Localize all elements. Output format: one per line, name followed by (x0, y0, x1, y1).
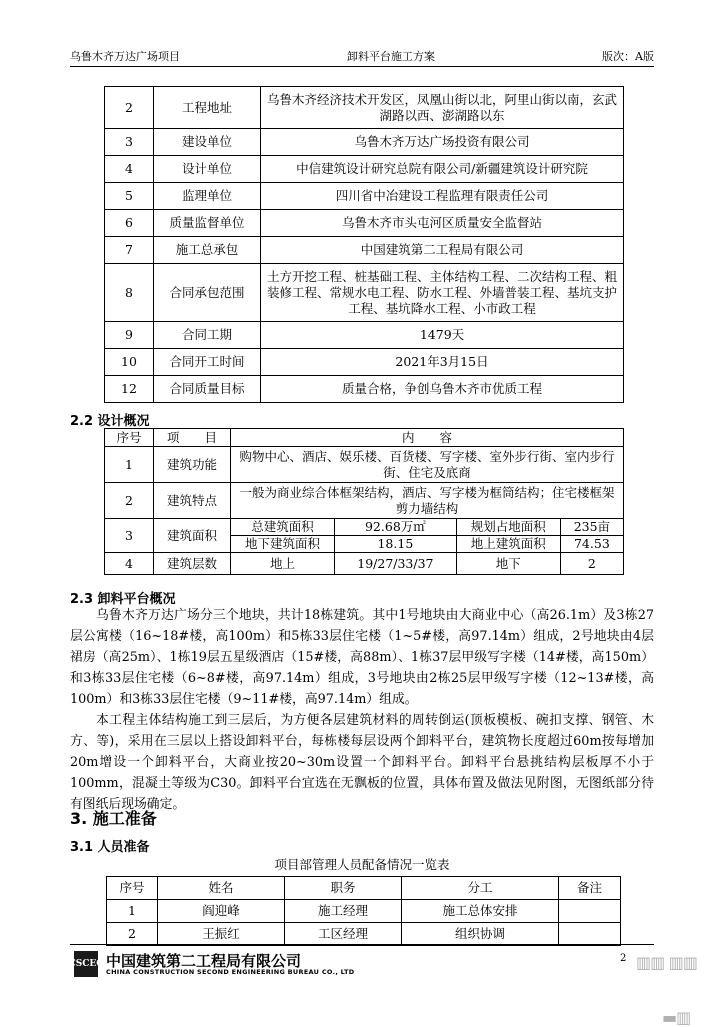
cell-value: 质量合格，争创乌鲁木齐市优质工程 (261, 376, 624, 403)
cell-key: 建筑面积 (154, 519, 231, 553)
design-table (104, 428, 624, 575)
cell-note (559, 900, 621, 923)
table-row (105, 129, 624, 156)
table-row (107, 923, 621, 946)
cell-value: 地下建筑面积 (231, 536, 335, 553)
cell-no: 2 (105, 87, 154, 129)
cell-no: 1 (105, 447, 154, 483)
table-row (105, 210, 624, 237)
cell-value: 235亩 (560, 519, 623, 536)
cell-value: 1479天 (261, 322, 624, 349)
header-rule (70, 66, 654, 67)
cell-key: 工程地址 (154, 87, 261, 129)
cell-value: 中信建筑设计研究总院有限公司/新疆建筑设计研究院 (261, 156, 624, 183)
paragraph-platform: 本工程主体结构施工到三层后，为方便各层建筑材料的周转倒运(顶板模板、碗扣支撑、钢管、木方、等)，采用在三层以上搭设卸料平台，每栋楼每层设两个卸料平台，建筑物长度超过60m按每增加20m增设一个卸料平台，大商业按20~30m设置一个卸料平台。卸料平台悬挑结构层板厚不小于100mm，混凝土等级为C30。卸料平台宜选在无飘板的位置，具体布置及做法见附图，无图纸部分待有图纸后现场确定。 (70, 713, 654, 812)
header-cell: 序号 (105, 429, 154, 447)
cell-no: 9 (105, 322, 154, 349)
cell-title: 工区经理 (285, 923, 402, 946)
footer-rule (70, 944, 654, 945)
table-row (105, 156, 624, 183)
cell-no: 5 (105, 183, 154, 210)
cell-key: 建筑层数 (154, 553, 231, 575)
staff-table (106, 876, 621, 946)
table-row (105, 376, 624, 403)
cell-no: 7 (105, 237, 154, 264)
cell-value: 19/27/33/37 (335, 553, 457, 575)
cell-key: 合同质量目标 (154, 376, 261, 403)
cell-no: 8 (105, 264, 154, 322)
company-logo-icon: CSCEC (74, 951, 98, 977)
cell-value: 乌鲁木齐市头屯河区质量安全监督站 (261, 210, 624, 237)
cell-value: 乌鲁木齐万达广场投资有限公司 (261, 129, 624, 156)
footer-company-en: CHINA CONSTRUCTION SECOND ENGINEERING BUREAU CO., LTD (106, 968, 355, 976)
table-row (105, 87, 624, 129)
table-row (107, 877, 621, 900)
cell-key: 监理单位 (154, 183, 261, 210)
cell-value: 2021年3月15日 (261, 349, 624, 376)
cell-value: 规划占地面积 (456, 519, 560, 536)
table-row (105, 237, 624, 264)
cell-duty: 组织协调 (402, 923, 559, 946)
cell-value: 购物中心、酒店、娱乐楼、百货楼、写字楼、室外步行街、室内步行街、住宅及底商 (231, 447, 624, 483)
paragraph-blocks: 乌鲁木齐万达广场分三个地块，共计18栋建筑。其中1号地块由大商业中心（高26.1m）及3栋27层公寓楼（16~18#楼，高100m）和5栋33层住宅楼（1~5#楼，高97.14m）组成，2号地块由4层裙房（高25m）、1栋19层五星级酒店（15#楼，高88m）、1栋37层甲级写字楼（14#楼，高150m）和3栋33层住宅楼（6~8#楼，高97.14m）组成，3号地块由2栋25层甲级写字楼（12~13#楼，高100m）和3栋33层住宅楼（9~11#楼，高97.14m）组成。 (70, 608, 654, 707)
table-row (105, 553, 624, 575)
cell-no: 2 (105, 483, 154, 519)
cell-value: 74.53 (560, 536, 623, 553)
cell-key: 设计单位 (154, 156, 261, 183)
header-cell: 分工 (402, 877, 559, 900)
cell-no: 6 (105, 210, 154, 237)
cell-key: 合同开工时间 (154, 349, 261, 376)
cell-value: 18.15 (335, 536, 457, 553)
section-2-2-heading: 2.2 设计概况 (70, 414, 150, 429)
table-row (105, 349, 624, 376)
header-cell: 内 容 (231, 429, 624, 447)
cell-no: 4 (105, 553, 154, 575)
header-cell: 序号 (107, 877, 158, 900)
cell-key: 施工总承包 (154, 237, 261, 264)
table-row (105, 183, 624, 210)
cell-key: 建筑特点 (154, 483, 231, 519)
cell-value: 乌鲁木齐经济技术开发区，凤凰山街以北，阿里山街以南，玄武湖路以西、澎湖路以东 (261, 87, 624, 129)
header-cell: 职务 (285, 877, 402, 900)
page-header (70, 48, 654, 64)
cell-value: 地上 (231, 553, 335, 575)
cell-name: 王振红 (158, 923, 285, 946)
cell-key: 合同工期 (154, 322, 261, 349)
cell-key: 合同承包范围 (154, 264, 261, 322)
cell-duty: 施工总体安排 (402, 900, 559, 923)
cell-value: 92.68万㎡ (335, 519, 457, 536)
table-row (105, 322, 624, 349)
cell-value: 地下 (456, 553, 560, 575)
cell-value: 中国建筑第二工程局有限公司 (261, 237, 624, 264)
table-row (105, 519, 624, 536)
cell-no: 2 (107, 923, 158, 946)
cell-value: 总建筑面积 (231, 519, 335, 536)
header-cell: 备注 (559, 877, 621, 900)
cell-value: 2 (560, 553, 623, 575)
table-row (105, 483, 624, 519)
cell-value: 土方开挖工程、桩基础工程、主体结构工程、二次结构工程、粗装修工程、常规水电工程、防水工程、外墙普装工程、基坑支护工程、基坑降水工程、小市政工程 (261, 264, 624, 322)
cell-key: 质量监督单位 (154, 210, 261, 237)
cell-no: 3 (105, 129, 154, 156)
project-info-table (104, 86, 624, 403)
cell-no: 1 (107, 900, 158, 923)
decorative-pattern-icon: ▥▥ ▥▥ (636, 953, 698, 972)
section-2-3-heading: 2.3 卸料平台概况 (70, 592, 176, 607)
section-3-heading: 3. 施工准备 (70, 809, 157, 828)
header-project: 乌鲁木齐万达广场项目 (70, 50, 180, 63)
header-cell: 项 目 (154, 429, 231, 447)
table-row (107, 900, 621, 923)
decorative-pattern-icon: ▬▥ (662, 1008, 691, 1027)
page-number: 2 (620, 953, 627, 964)
cell-key: 建设单位 (154, 129, 261, 156)
section-3-1-heading: 3.1 人员准备 (70, 840, 150, 855)
header-doc-title: 卸料平台施工方案 (347, 50, 436, 63)
cell-value: 地上建筑面积 (456, 536, 560, 553)
header-cell: 姓名 (158, 877, 285, 900)
cell-no: 10 (105, 349, 154, 376)
table-row (105, 429, 624, 447)
cell-no: 3 (105, 519, 154, 553)
cell-note (559, 923, 621, 946)
cell-name: 阎迎峰 (158, 900, 285, 923)
table-row (105, 447, 624, 483)
header-version: 版次：A版 (602, 50, 654, 63)
cell-no: 12 (105, 376, 154, 403)
cell-key: 建筑功能 (154, 447, 231, 483)
cell-no: 4 (105, 156, 154, 183)
table-row (105, 264, 624, 322)
cell-value: 四川省中冶建设工程监理有限责任公司 (261, 183, 624, 210)
footer-company-cn: 中国建筑第二工程局有限公司 (106, 952, 302, 970)
staff-table-caption: 项目部管理人员配备情况一览表 (274, 857, 450, 872)
cell-title: 施工经理 (285, 900, 402, 923)
cell-value: 一般为商业综合体框架结构，酒店、写字楼为框筒结构；住宅楼框架剪力墙结构 (231, 483, 624, 519)
